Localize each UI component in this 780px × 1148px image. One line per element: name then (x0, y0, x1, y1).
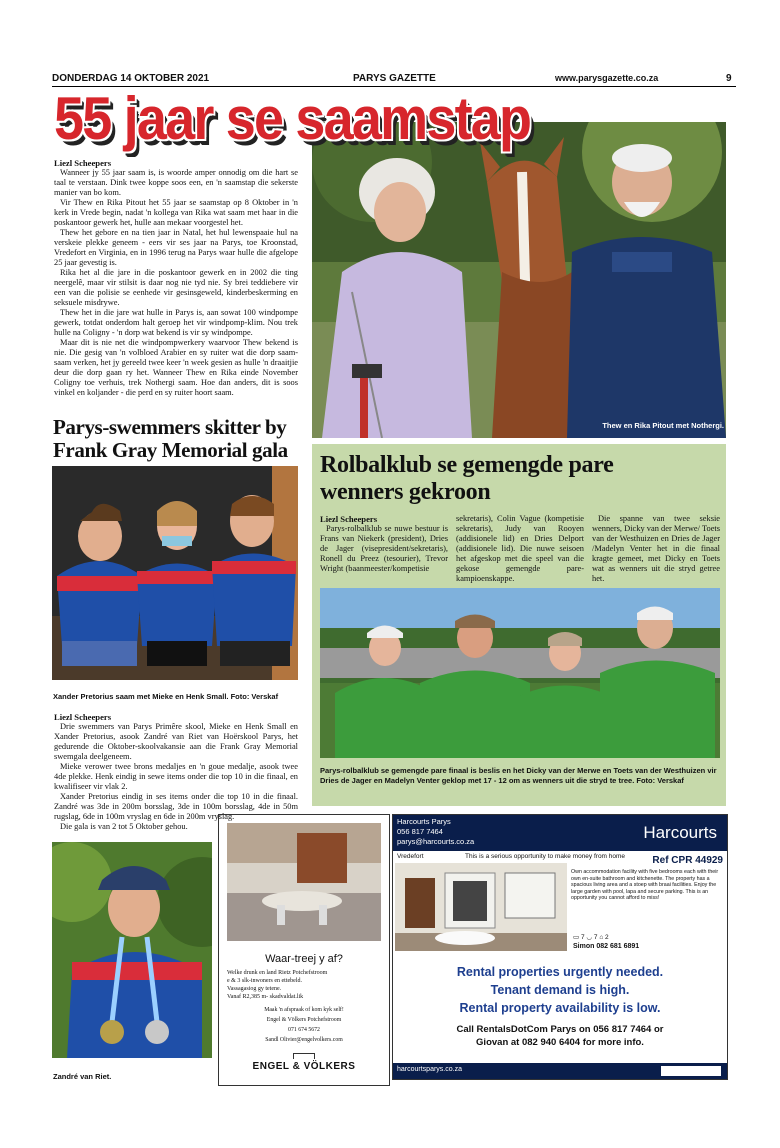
zandre-caption: Zandré van Riet. (53, 1072, 112, 1081)
ev-ad-photo (227, 823, 381, 941)
harcourts-ad[interactable] (392, 814, 728, 1080)
ev-ad-contact-line[interactable]: 071 674 5672 (288, 1027, 320, 1033)
rental-call (393, 1023, 727, 1049)
beds-count: 7 (580, 934, 585, 941)
ev-ad-headline: Waar-treej y af? (265, 953, 343, 965)
ev-ad-line: Vassagasiog gy tetene. (227, 986, 282, 992)
harcourts-property-photo (395, 863, 567, 951)
swimmers-headline-line1: Parys-swemmers skitter by (53, 415, 287, 439)
bowls-col3-text: Die spanne van twee seksie wenners, Dicky van der Merwe/ Toets van der Westhuizen en Dries de Jager /Madelyn Venter het in die finaal kragte gemeet, met Dicky en Toets wat as wenners uit die stryd getree het. (592, 514, 720, 583)
harcourts-office: Harcourts Parys (397, 817, 451, 826)
rental-call-line[interactable]: Call RentalsDotCom Parys on 056 817 7464 or (456, 1024, 664, 1035)
ev-ad-brand: ENGEL & VÖLKERS (252, 1061, 356, 1072)
ev-crown-icon (293, 1053, 315, 1059)
harcourts-tagline: This is a serious opportunity to make money from home (465, 853, 626, 860)
ev-ad-line: Vanaf R2,385 m- skadvaldat.lik (227, 994, 304, 1000)
ev-ad-contact-line: Engel & Völkers Potchefstroom (266, 1017, 342, 1023)
bowls-headline-line2: wenners gekroon (320, 479, 491, 505)
website-link[interactable]: www.parysgazette.co.za (555, 73, 659, 83)
story1-para: Wanneer jy 55 jaar saam is, is woorde amper onnodig om die hart se taal te verstaan. Dink twee koppe soos een, en 'n saamstap die sekerste manier van bo kom. (54, 168, 298, 197)
story1-para: Thew het gebore en na tien jaar in Natal, het hul lewenspaaie hul na verskeie plekke geneem - eers vir ses jaar na Parys, toe Kroonstad, Vredefort en Virginia, en in 1996 terug na Parys waar hulle die afgelope 25 jaar gevestig is. (54, 228, 298, 267)
couple-horse-photo (312, 122, 726, 438)
story1-text (54, 158, 298, 398)
bed-icon: ▭ (573, 934, 581, 941)
harcourts-features (573, 933, 609, 941)
bowls-col2-text: sekretaris), Colin Vague (kompetisie sekretaris), Judy van Rooyen (addisionele lid) en Dries Delport (addisionele lid). Die nuwe seisoen het afgeskop met die speel van die gekose gemengde pare-kampioenskappe. (456, 514, 584, 583)
garage-icon: ⌂ (599, 934, 606, 941)
ev-ad-lines (227, 969, 381, 1001)
swimmers-photo (52, 466, 298, 680)
couple-photo-caption: Thew en Rika Pitout met Nothergi. (602, 421, 724, 430)
bowls-col1-text: Parys-rolbalklub se nuwe bestuur is Frans van Niekerk (president), Dries de Jager (visepresident/sekretaris), Ronell du Preez (tesourier), Trevor Wright (baanmeester/kompetisie (320, 524, 448, 573)
ev-ad-line: e & 3 slk-inwoners en ettebeld. (227, 978, 302, 984)
main-headline: 55 jaar se saamstap (54, 85, 531, 152)
story2-para: Mieke verower twee brons medaljes en 'n goue medalje, asook twee 4de plekke. Henk eindig in sewe items onder die top 10 in die finaal, en kwalifiseer vir vlak 2. (54, 762, 298, 791)
harcourts-partner-logos (661, 1066, 721, 1076)
bowls-photo-caption: Parys-rolbalklub se gemengde pare finaal is beslis en het Dicky van der Merwe en Toets van der Westhuizen vir Dries de Jager en Madelyn Venter geklop met 17 - 12 om as wenners uit die stryd te tree. Foto: Verskaf (320, 766, 717, 785)
harcourts-desc: Own accommodation facility with five bedrooms each with their own en-suite bathroom and kitchenette. The property has a spacious living area and a stoep with braai facilities. Enjoy the large garden with pool, lapa and secure parking. This is an opportunity you cannot afford to miss! (571, 869, 719, 902)
harcourts-footer-url[interactable]: harcourtsparys.co.za (397, 1066, 462, 1073)
story1-para: Rika het al die jare in die poskantoor gewerk en in 2002 die ting neergelê, maar vir stilsit is daar nog nie tyd nie. Sy brei teddiebere vir een van die polisie se eenhede vir gesinsgeweld, kinderbeskerming en seksuele misdrywe. (54, 268, 298, 307)
story1-byline: Liezl Scheepers (54, 158, 112, 168)
story1-para: Vir Thew en Rika Pitout het 55 jaar se saamstap op 8 Oktober in 'n kerk in Vrede begin, nadat 'n kollega van Rika wat saam met haar in die poskantoor gewerk het, hulle aan mekaar voorgestel het. (54, 198, 298, 227)
rental-line: Rental property availability is low. (459, 1001, 661, 1015)
harcourts-ref: Ref CPR 44929 (652, 855, 723, 866)
bowls-headline (320, 452, 720, 506)
bowls-headline-line1: Rolbalklub se gemengde pare (320, 452, 614, 478)
harcourts-logo: Harcourts (643, 823, 717, 842)
story1-para: Maar dit is nie net die windpompwerkery waarvoor Thew bekend is nie. Die gesig van 'n volbloed Arabier en sy ruiter wat die dorp saam-saam verken, het jy gereeld twee keer 'n week gesien as hulle 'n draaitjie deur die dorp gaan ry het. Wanneer Thew en Rika einde November Coligny toe verhuis, trek Nothergi saam. Hoe dan anders, dit is soos vinkel en koljander - die perd en sy ruiter hoort saam. (54, 338, 298, 397)
ev-ad-contact-line: Maak 'n afspraak of kom kyk self! (264, 1007, 344, 1013)
harcourts-town: Vredefort (397, 853, 424, 860)
story1-para: Thew het in die jare wat hulle in Parys is, aan sowat 100 windpompe gewerk, totdat onderdom halt geroep het vir windpomp-klim. Nou trek hulle na Coligny - 'n dorp wat bekend is vir sy windpompe. (54, 308, 298, 337)
ev-ad-contact-line[interactable]: Sandl Olivier@engelvolkers.com (265, 1037, 343, 1043)
story2-para: Drie swemmers van Parys Primêre skool, Mieke en Henk Small en Xander Pretorius, asook Zandré van Riet van Hoërskool Parys, het gedurende die Oktober-skoolvakansie aan die Frank Gray Memorial swemgala deelgeneem. (54, 722, 298, 761)
story3-byline: Liezl Scheepers (320, 514, 378, 524)
harcourts-email[interactable]: parys@harcourts.co.za (397, 837, 475, 846)
rental-notice (393, 963, 727, 1017)
rental-line: Tenant demand is high. (490, 983, 630, 997)
paper-name: PARYS GAZETTE (353, 73, 436, 84)
issue-date: DONDERDAG 14 OKTOBER 2021 (52, 73, 210, 84)
story2-para: Xander Pretorius eindig in ses items onder die top 10 in die finaal. Zandré was 3de in 200m borsslag, 3de in 100m borsslag, 4de in 50m rugslag, 6de in 100m vryslag en 6de in 200m vryslag. (54, 792, 298, 821)
garages-count: 2 (605, 934, 609, 941)
ev-ad-line: Welke drunk en land Rietz Potchefstroom (227, 970, 328, 976)
bath-icon: ◡ (586, 934, 594, 941)
page-number: 9 (726, 73, 732, 84)
zandre-photo (52, 842, 212, 1058)
harcourts-agent[interactable]: Simon 082 681 6891 (573, 943, 640, 950)
swimmers-headline (53, 416, 303, 462)
bowls-col1 (320, 514, 448, 574)
harcourts-phone[interactable]: 056 817 7464 (397, 827, 443, 836)
story2-para: Die gala is van 2 tot 5 Oktober gehou. (60, 822, 188, 831)
harcourts-footer (393, 1063, 727, 1079)
ev-ad-contact (219, 1005, 389, 1045)
swimmers-photo-caption: Xander Pretorius saam met Mieke en Henk Small. Foto: Verskaf (53, 692, 279, 701)
story1-body (54, 168, 298, 398)
story2-byline: Liezl Scheepers (54, 712, 112, 722)
harcourts-contact (397, 817, 474, 847)
bowls-photo (320, 588, 720, 758)
rental-call-line[interactable]: Giovan at 082 940 6404 for more info. (476, 1037, 644, 1048)
swimmers-headline-line2: Frank Gray Memorial gala (53, 438, 288, 462)
harcourts-header (393, 815, 727, 851)
baths-count: 7 (593, 934, 598, 941)
engel-volkers-ad[interactable] (218, 814, 390, 1086)
rental-line: Rental properties urgently needed. (456, 965, 664, 979)
